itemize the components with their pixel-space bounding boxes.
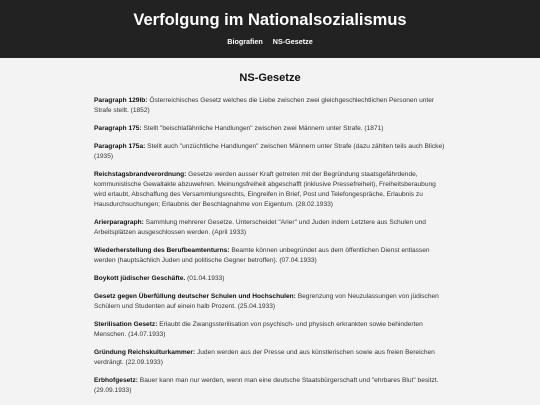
law-description: Beamte können unbegründet aus dem öffentlichen Dienst entlassen werden (hauptsächlich Juden und politische Gegner betroffen). (07.04.1933) — [94, 247, 430, 264]
law-description: Erlaubt die Zwangssterilisation von psychisch- und physisch erkrankten sowie behinderten Menschen. (14.07.1933) — [94, 321, 423, 338]
law-name: Gesetz gegen Überfüllung deutscher Schulen und Hochschulen: — [94, 293, 296, 300]
page-title: NS-Gesetze — [239, 72, 301, 84]
main-content — [94, 58, 446, 396]
law-description: Begrenzung von Neuzulassungen von jüdischen Schülern und Studenten auf einein halb Prozent. (25.04.1933) — [94, 293, 439, 310]
law-description: Gesetze werden ausser Kraft getreten mit der Begründung staatsgefährdende, kommunistische Gewaltakte abzuwehren. Meinungsfreiheit abgeschafft (inklusive Pressefreiheit), Freiheitsberaubung wird erlaubt, Abschaffung des Versammlungsrechts, Eingreifen in Brief, Post und Telefongespräche, Erlaubnis zu Hausdurchsuchungen; Erlaubnis der Beschlagnahme von Eigentum. (28.02.1933) — [94, 171, 436, 208]
law-description: Sammlung mehrerer Gesetze. Unterscheidet "Arier" und Juden indem Letztere aus Schulen und Arbeitsplätzen ausgeschlossen werden. (April 1933) — [94, 219, 426, 236]
law-description: Bauer kann man nur werden, wenn man eine deutsche Staatsbürgerschaft und "ehrbares Blut" besitzt. (29.09.1933) — [94, 377, 439, 394]
law-name: Paragraph 129Ib: — [94, 97, 148, 104]
law-entry — [94, 246, 446, 266]
law-description: Österreichisches Gesetz welches die Liebe zwischen zwei gleichgeschlechtlichen Personen unter Strafe stellt. (1852) — [94, 97, 435, 114]
law-name: Reichstagsbrandverordnung: — [94, 171, 187, 178]
site-header — [0, 0, 540, 58]
law-description: Stellt auch "unzüchtliche Handlungen" zwischen Männern unter Strafe (dazu zählten teils auch Blicke) (1935) — [94, 143, 445, 160]
law-entry — [94, 170, 446, 210]
law-name: Sterilisation Gesetz: — [94, 321, 158, 328]
site-title: Verfolgung im Nationalsozialismus — [133, 11, 407, 29]
law-name: Gründung Reichskulturkammer: — [94, 349, 196, 356]
law-name: Paragraph 175: — [94, 125, 142, 132]
law-description: (01.04.1933) — [185, 275, 225, 282]
nav-link-ns-gesetze[interactable]: NS-Gesetze — [272, 37, 313, 46]
law-entry — [94, 96, 446, 116]
law-entry — [94, 292, 446, 312]
law-name: Wiederherstellung des Berufbeamtenturns: — [94, 247, 230, 254]
law-name: Boykott jüdischer Geschäfte. — [94, 275, 186, 282]
law-entry — [94, 218, 446, 238]
law-entry — [94, 274, 446, 284]
law-entry — [94, 320, 446, 340]
law-entry — [94, 348, 446, 368]
law-name: Erbhofgesetz: — [94, 377, 138, 384]
law-description: Stellt "beischlafähnliche Handlungen" zwischen zwei Männern unter Strafe. (1871) — [141, 125, 384, 132]
law-name: Arierparagraph: — [94, 219, 144, 226]
law-entry — [94, 376, 446, 396]
law-entry — [94, 142, 446, 162]
law-description: Juden werden aus der Presse und aus künstlerischen sowie aus freien Bereichen verdrängt. (22.09.1933) — [94, 349, 435, 366]
law-entry — [94, 124, 446, 134]
nav-link-biografien[interactable]: Biografien — [227, 37, 263, 46]
main-nav — [0, 37, 540, 46]
law-name: Paragraph 175a: — [94, 143, 146, 150]
